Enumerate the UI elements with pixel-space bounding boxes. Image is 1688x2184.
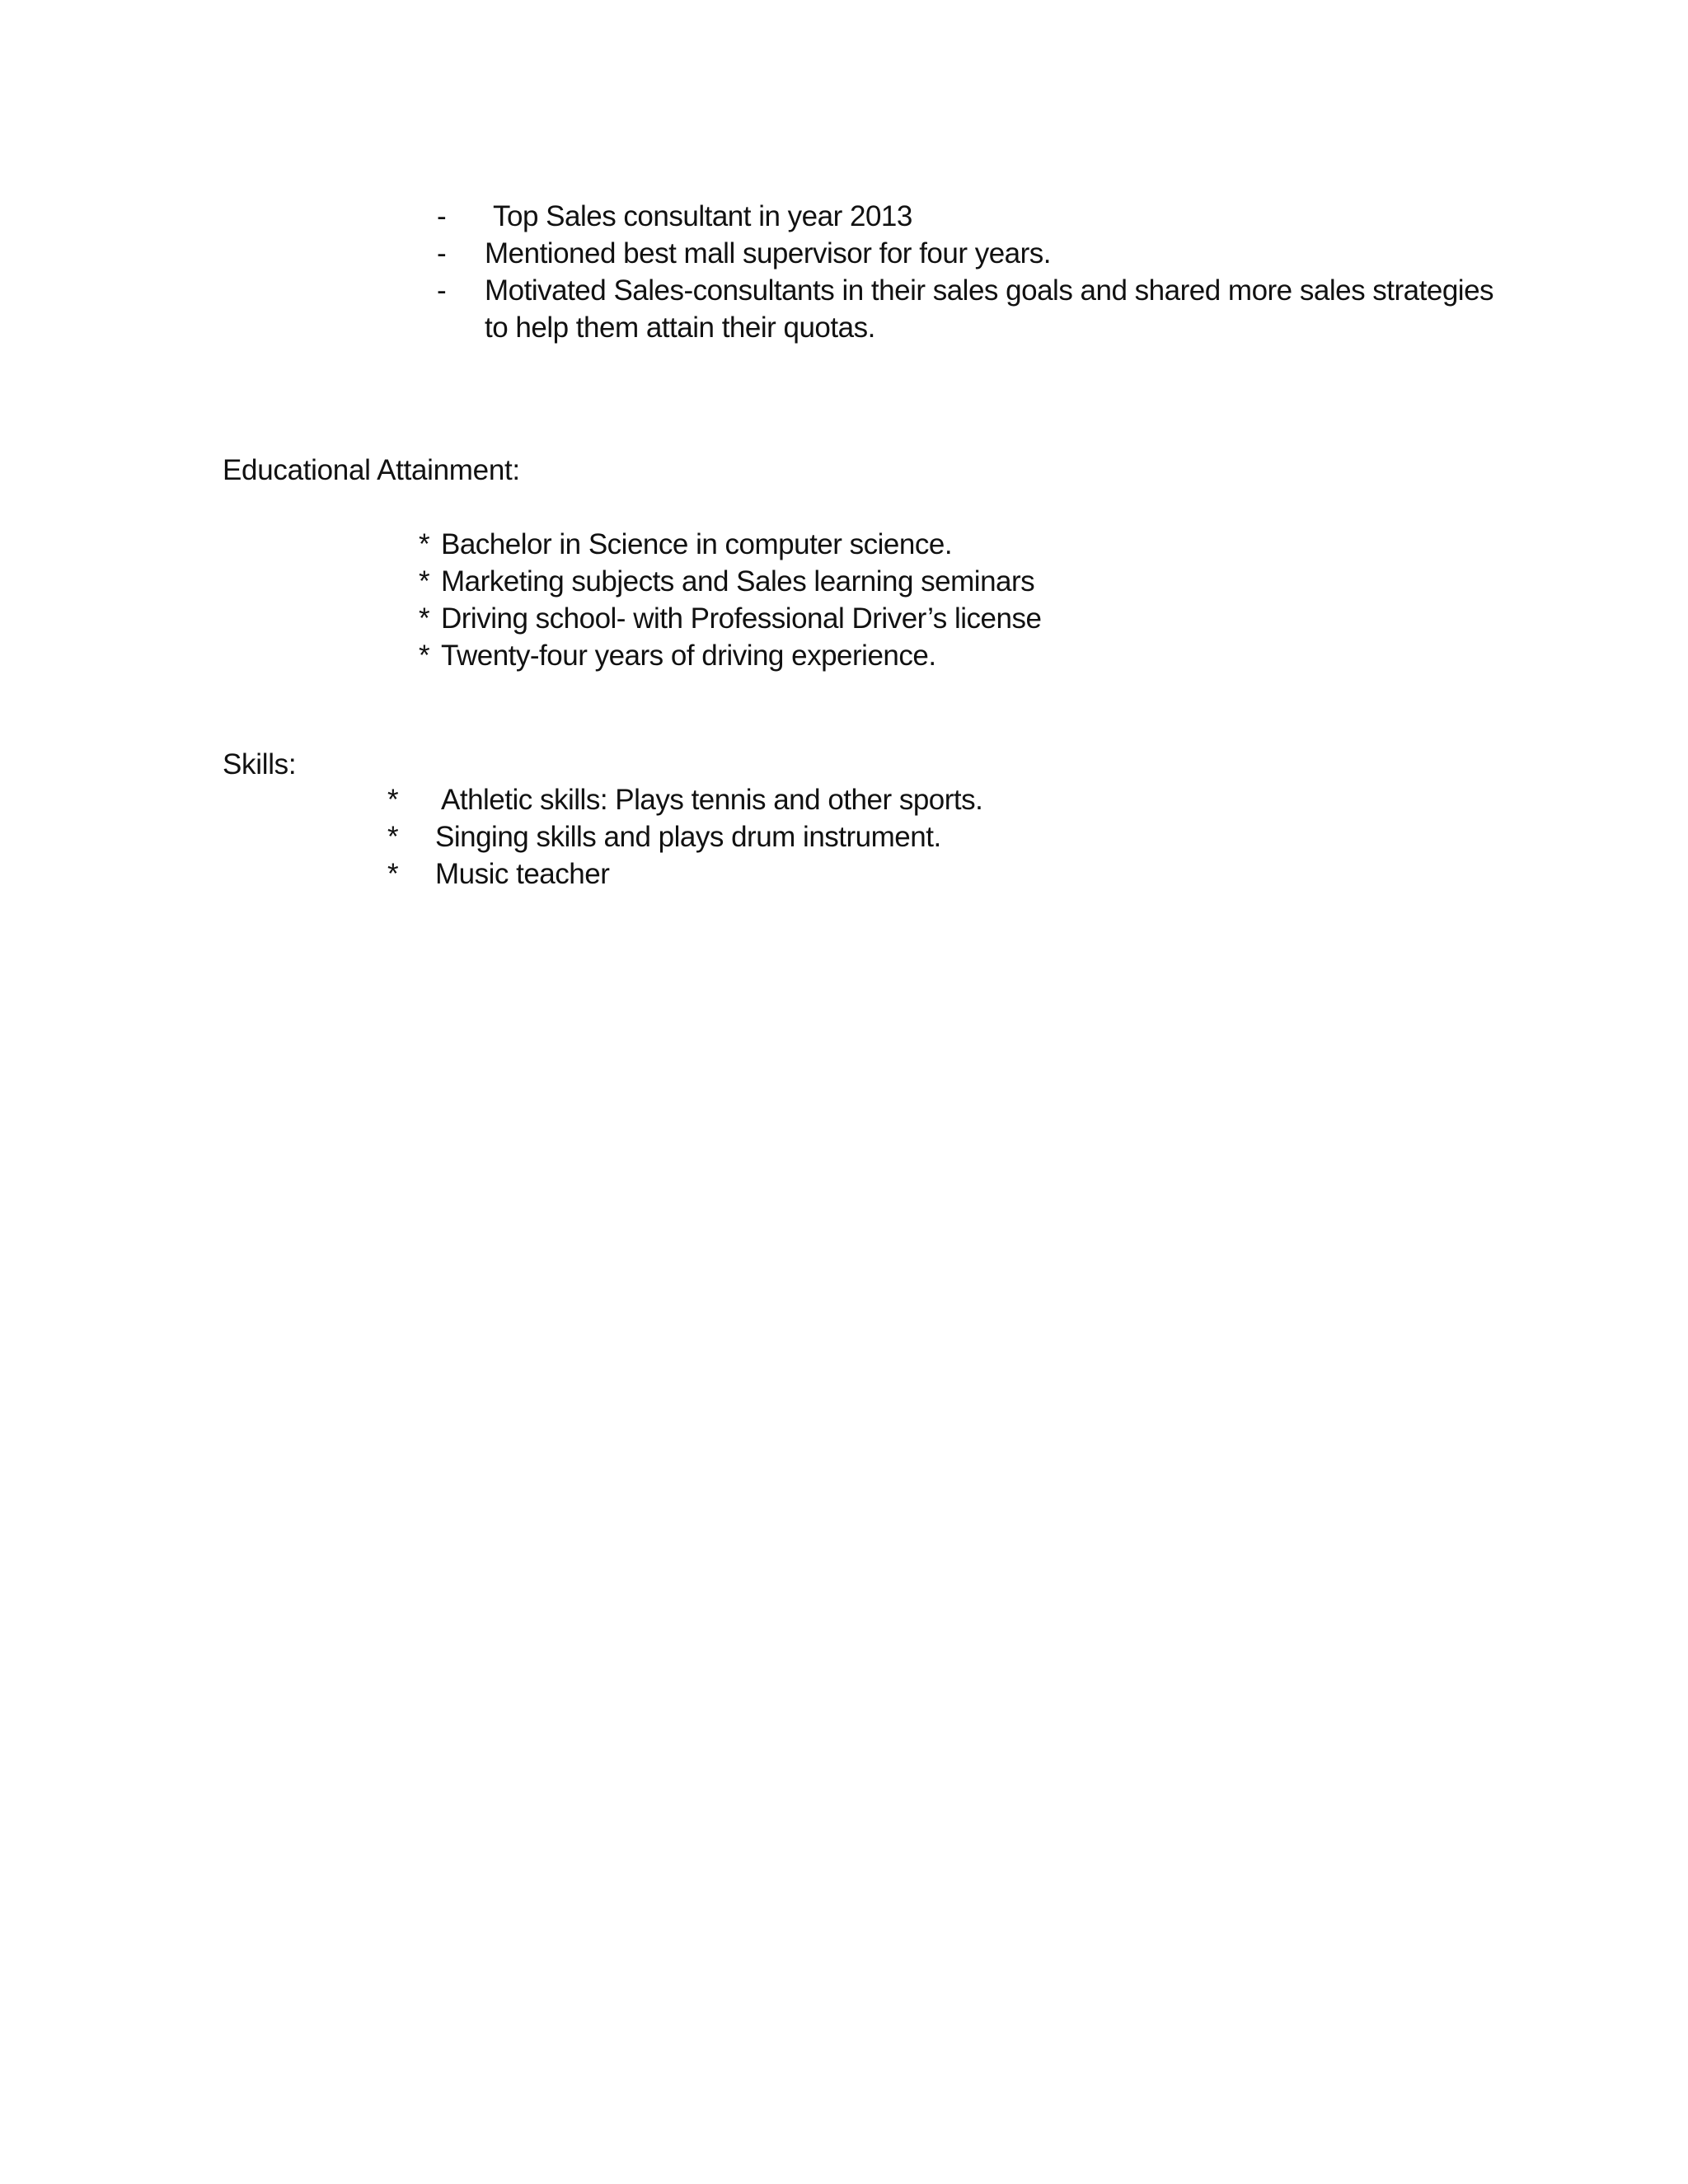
achievement-item: Top Sales consultant in year 2013 [493,200,912,232]
skills-heading: Skills: [223,748,297,780]
asterisk-marker: * [387,821,399,853]
achievement-item-continuation: to help them attain their quotas. [485,312,875,344]
skill-item: Athletic skills: Plays tennis and other sports. [441,784,983,816]
achievement-item: Mentioned best mall supervisor for four years. [485,237,1052,269]
dash-marker: - [437,274,447,307]
education-heading: Educational Attainment: [223,454,520,486]
asterisk-marker: * [419,565,430,598]
asterisk-marker: * [387,858,399,890]
education-item: Twenty-four years of driving experience. [441,640,936,672]
education-item: Bachelor in Science in computer science. [441,528,953,560]
asterisk-marker: * [419,640,430,672]
achievement-item: Motivated Sales-consultants in their sales goals and shared more sales strategies [485,274,1494,307]
asterisk-marker: * [419,528,430,560]
education-item: Driving school- with Professional Driver’s license [441,602,1042,635]
asterisk-marker: * [419,602,430,635]
dash-marker: - [437,200,447,232]
skill-item: Singing skills and plays drum instrument. [435,821,941,853]
education-item: Marketing subjects and Sales learning seminars [441,565,1035,598]
asterisk-marker: * [387,784,399,816]
dash-marker: - [437,237,447,269]
skill-item: Music teacher [435,858,610,890]
